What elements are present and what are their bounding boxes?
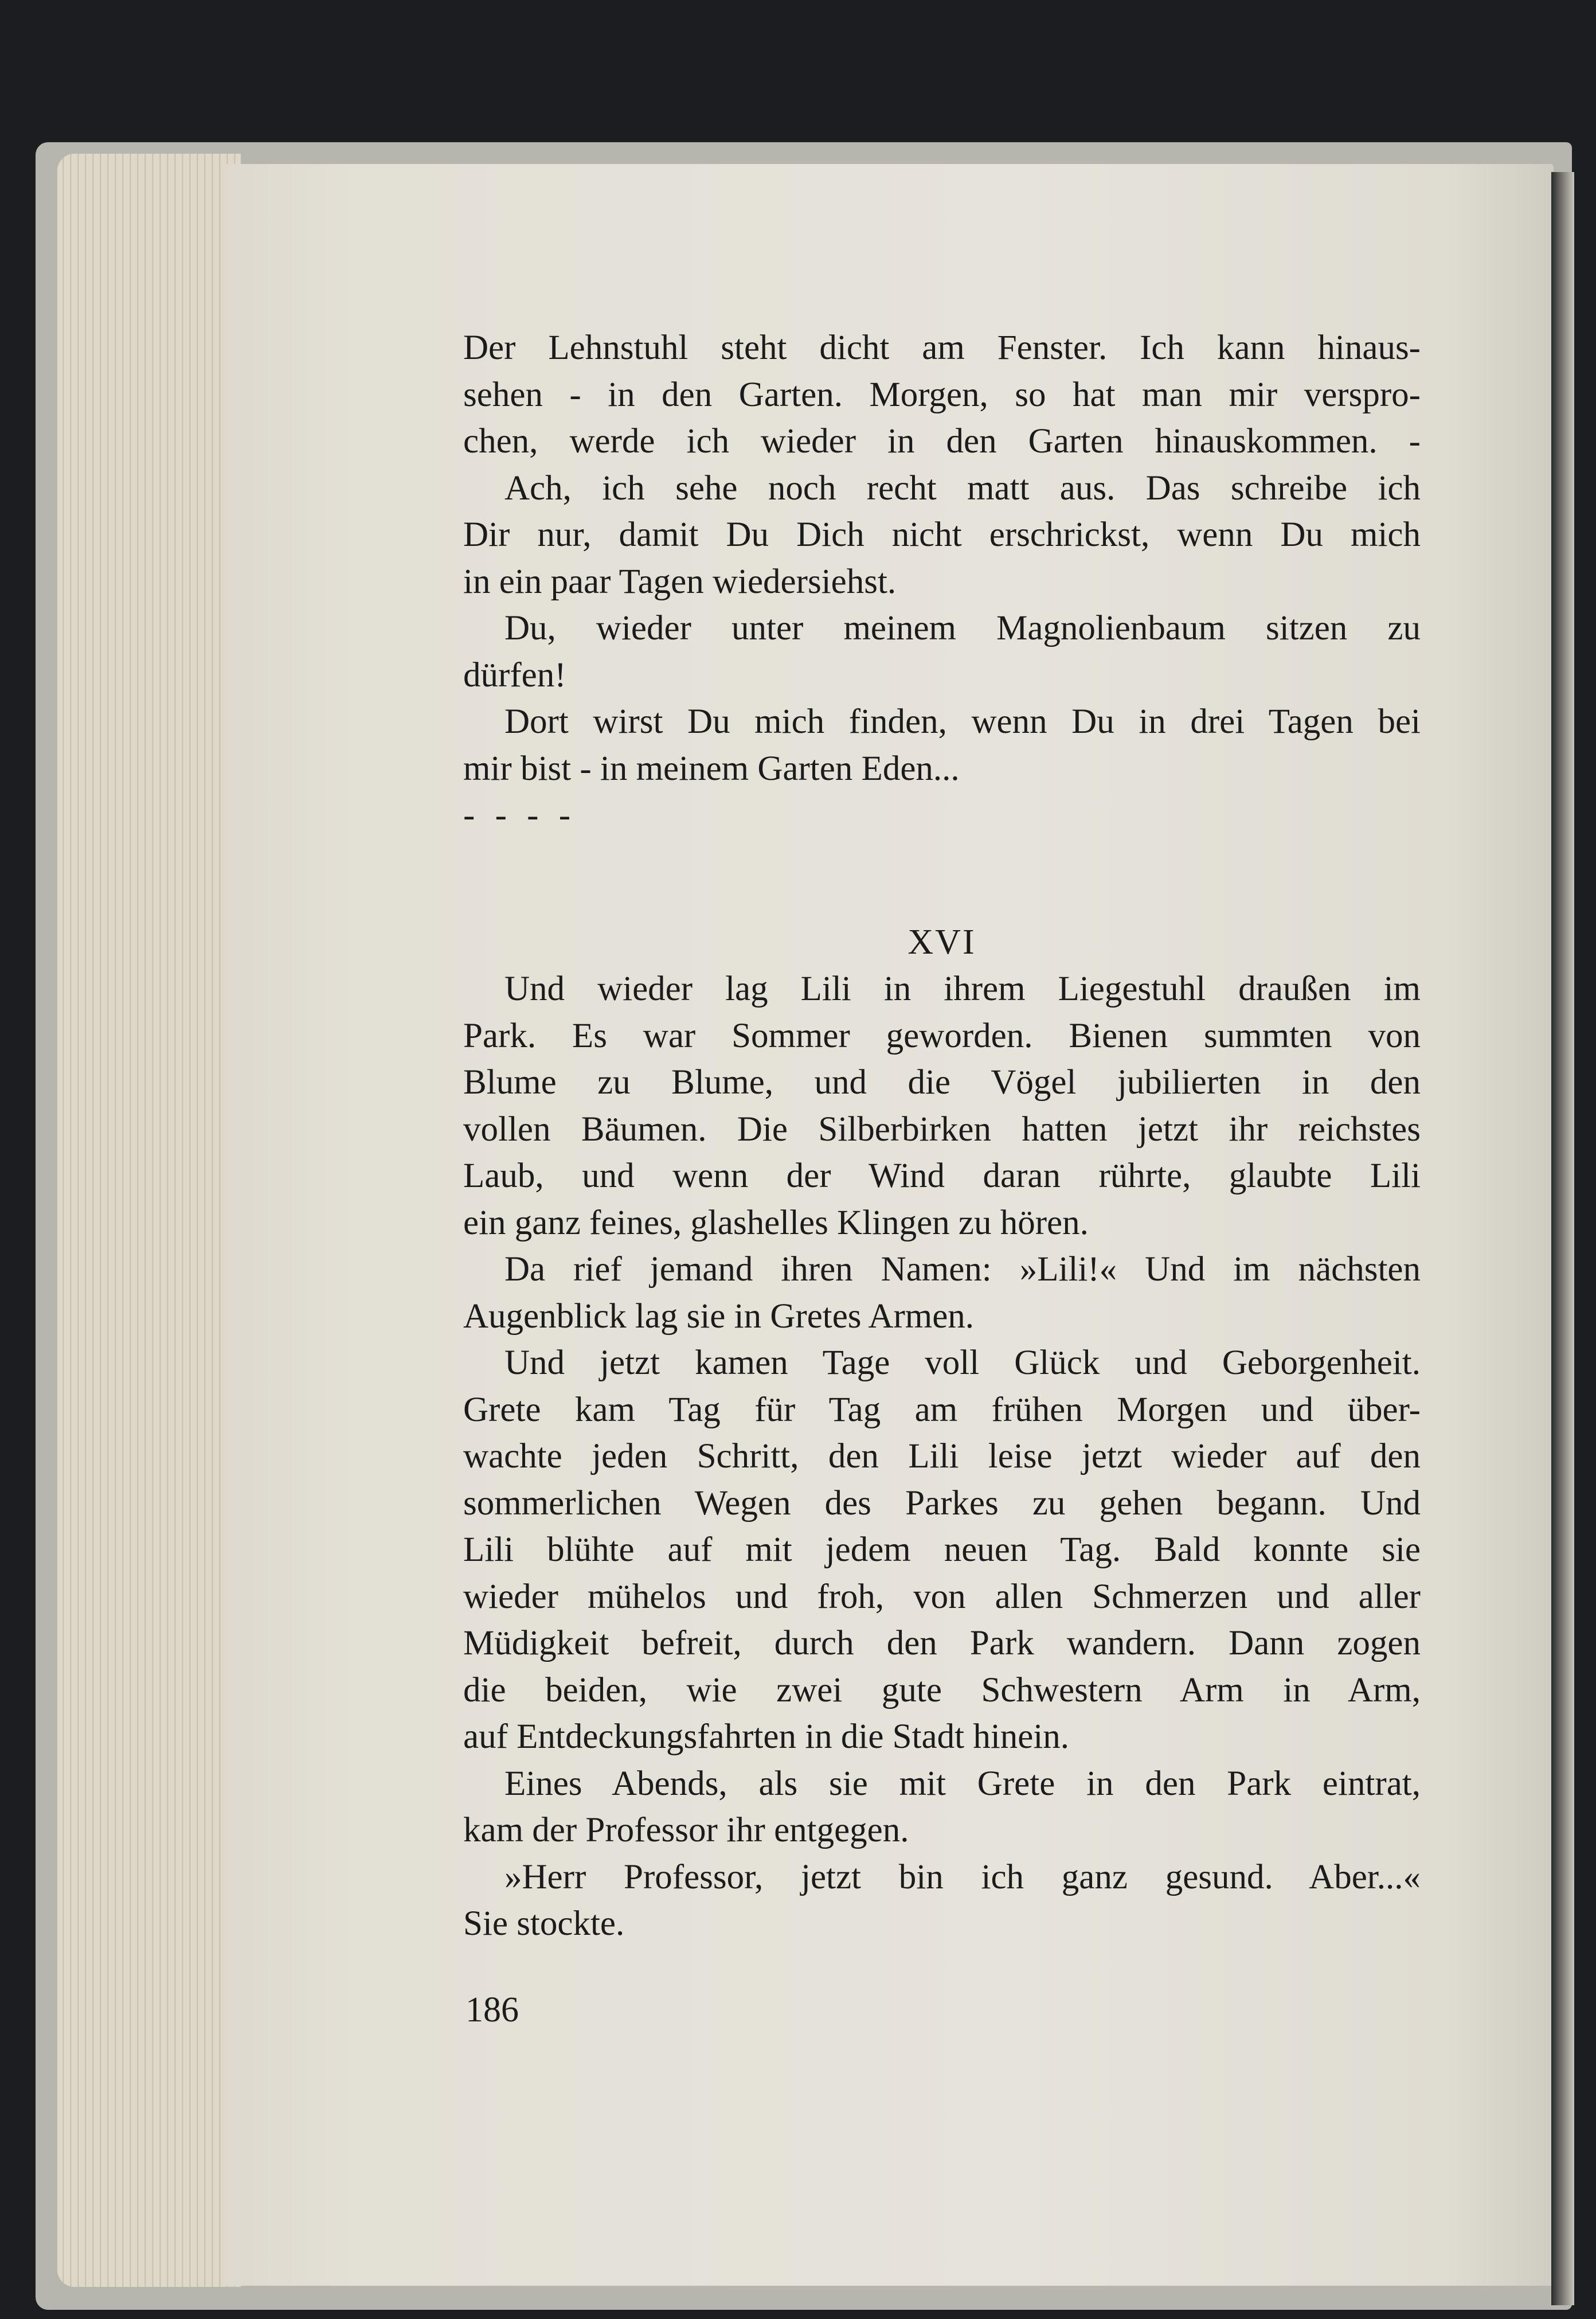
paragraph: [463, 1340, 1421, 1760]
section-dashes: - - - -: [463, 796, 577, 834]
text-line: sommerlichen Wegen des Parkes zu gehen begann. Und: [463, 1483, 1421, 1522]
facing-page-edge: [1551, 172, 1574, 2305]
text-line: die beiden, wie zwei gute Schwestern Arm in Arm,: [463, 1670, 1421, 1709]
text-line: Blume zu Blume, und die Vögel jubilierten in den: [463, 1063, 1421, 1102]
text-line: Da rief jemand ihren Namen: »Lili!« Und im nächsten: [504, 1250, 1421, 1289]
paragraph: [463, 1760, 1421, 1854]
text-line: auf Entdeckungsfahrten in die Stadt hinein.: [463, 1717, 1070, 1756]
text-line: kam der Professor ihr entgegen.: [463, 1811, 909, 1849]
paragraph: [463, 698, 1421, 792]
text-line: Und jetzt kamen Tage voll Glück und Geborgenheit.: [504, 1344, 1421, 1382]
text-line: ein ganz feines, glashelles Klingen zu hören.: [463, 1203, 1089, 1242]
text-line: Dort wirst Du mich finden, wenn Du in drei Tagen bei: [504, 702, 1421, 741]
text-line: Eines Abends, als sie mit Grete in den Park eintrat,: [504, 1764, 1421, 1803]
text-line: Du, wieder unter meinem Magnolienbaum sitzen zu: [504, 609, 1421, 647]
text-line: dürfen!: [463, 655, 566, 694]
text-line: wieder mühelos und froh, von allen Schmerzen und aller: [463, 1577, 1421, 1616]
text-line: Augenblick lag sie in Gretes Armen.: [463, 1297, 975, 1336]
text-line: in ein paar Tagen wiedersiehst.: [463, 562, 897, 601]
paragraph: [463, 966, 1421, 1246]
text-line: Sie stockte.: [463, 1904, 625, 1943]
text-line: wachte jeden Schritt, den Lili leise jetzt wieder auf den: [463, 1437, 1421, 1475]
paragraph: [463, 325, 1421, 605]
text-line: Park. Es war Sommer geworden. Bienen summten von: [463, 1016, 1421, 1055]
text-line: Ach, ich sehe noch recht matt aus. Das schreibe ich: [504, 469, 1421, 507]
paragraph: [463, 1854, 1421, 1947]
text-line: Müdigkeit befreit, durch den Park wandern. Dann zogen: [463, 1624, 1421, 1662]
text-line: Der Lehnstuhl steht dicht am Fenster. Ich kann hinaus-: [463, 329, 1421, 367]
page-edges: [57, 154, 241, 2287]
text-line: sehen - in den Garten. Morgen, so hat man mir verspro-: [463, 375, 1421, 414]
text-line: »Herr Professor, jetzt bin ich ganz gesund. Aber...«: [504, 1857, 1421, 1896]
text-line: Lili blühte auf mit jedem neuen Tag. Bald konnte sie: [463, 1531, 1421, 1569]
chapter-heading: XVI: [907, 922, 976, 962]
paragraph: [463, 1246, 1421, 1340]
page-text: [463, 325, 1421, 1947]
text-line: Laub, und wenn der Wind daran rührte, glaubte Lili: [463, 1157, 1421, 1195]
text-line: chen, werde ich wieder in den Garten hinauskommen. -: [463, 422, 1421, 460]
page-number: 186: [466, 1990, 519, 2029]
text-line: mir bist - in meinem Garten Eden...: [463, 749, 960, 788]
text-line: Grete kam Tag für Tag am frühen Morgen und über-: [463, 1390, 1421, 1429]
text-line: Und wieder lag Lili in ihrem Liegestuhl draußen im: [504, 970, 1421, 1008]
paragraph: [463, 605, 1421, 698]
text-line: vollen Bäumen. Die Silberbirken hatten jetzt ihr reichstes: [463, 1110, 1421, 1149]
text-line: Dir nur, damit Du Dich nicht erschrickst, wenn Du mich: [463, 516, 1421, 554]
